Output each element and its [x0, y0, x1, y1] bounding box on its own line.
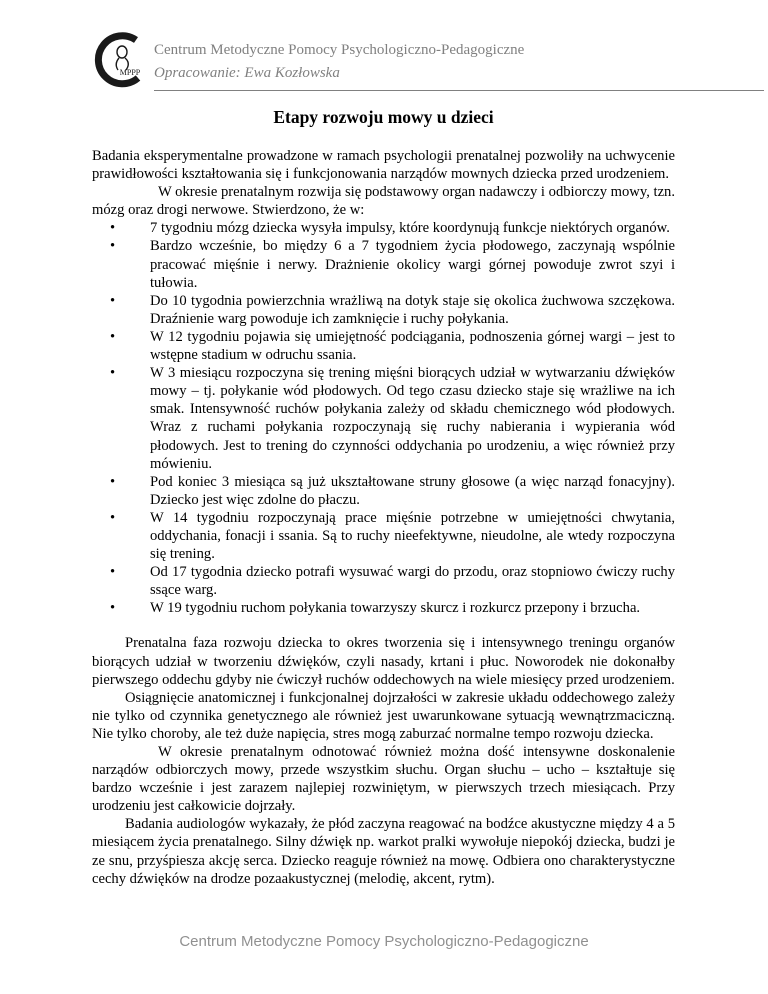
- page-footer: Centrum Metodyczne Pomocy Psychologiczno-Pedagogiczne: [179, 933, 589, 950]
- document-title: Etapy rozwoju mowy u dzieci: [273, 107, 494, 127]
- list-item: • Od 17 tygodnia dziecko potrafi wysuwać wargi do przodu, oraz stopniowo ćwiczy ruchy ssące warg.: [150, 563, 675, 599]
- body-paragraph: Prenatalna faza rozwoju dziecka to okres tworzenia się i intensywnego treningu organów biorących udział w tworzeniu dźwięków, czyli nasady, krtani i płuc. Noworodek nie dokonałby pierwszego oddechu gdyby nie ćwiczył ruchów oddechowych na wiele miesięcy przed urodzeniem.: [92, 635, 675, 688]
- body-paragraph: Osiągnięcie anatomicznej i funkcjonalnej dojrzałości w zakresie układu oddechowego zależy nie tylko od czynnika genetycznego ale również jest uwarunkowane sytuacją wewnątrzmaciczną. Nie tylko choroby, ale też duże napięcia, stres mogą zaburzać normalne tempo rozwoju dziecka.: [92, 689, 675, 742]
- intro-paragraph: Badania eksperymentalne prowadzone w ramach psychologii prenatalnej pozwoliły na uchwycenie prawidłowości kształtowania się i funkcjonowania narządów mownych dziecka przed urodzeniem.: [92, 148, 675, 183]
- list-item: • 7 tygodniu mózg dziecka wysyła impulsy, które koordynują funkcje niektórych organów.: [150, 219, 675, 237]
- body-paragraph: W okresie prenatalnym odnotować również można dość intensywne doskonalenie narządów odbiorczych mowy, przede wszystkim słuchu. Organ słuchu – ucho – kształtuje się bardzo wcześnie i jest zarazem najlepiej rozwiniętym, w pierwszych trzech miesiącach. Przy urodzeniu jest całkowicie dojrzały.: [92, 744, 675, 815]
- list-item: • W 12 tygodniu pojawia się umiejętność podciągania, podnoszenia górnej wargi – jest to wstępne stadium w odruchu ssania.: [150, 328, 675, 364]
- page-header: [92, 32, 678, 92]
- list-item: • Bardzo wcześnie, bo między 6 a 7 tygodniem życia płodowego, zaczynają wspólnie pracować mięśnie i nerwy. Drażnienie okolicy wargi górnej powoduje zwrot szyi i tułowia.: [150, 237, 675, 291]
- paragraph-gap: [92, 617, 675, 634]
- body-paragraph: Badania audiologów wykazały, że płód zaczyna reagować na bodźce akustyczne między 4 a 5 miesiącem życia prenatalnego. Silny dźwięk np. warkot pralki wywołuje niepokój dziecka, budzi je ze snu, przyśpiesza akcję serca. Dziecko reaguje również na mowę. Odbiera ono charakterystyczne cechy dźwięków na drodze pozaakustycznej (melodię, akcent, rytm).: [92, 816, 675, 887]
- list-item: • W 14 tygodniu rozpoczynają prace mięśnie potrzebne w umiejętności chwytania, oddychania, fonacji i ssania. Są to ruchy nieefektywne, nieudolne, ale wtedy rozpoczyna się trening.: [150, 509, 675, 563]
- header-author: Opracowanie: Ewa Kozłowska: [154, 65, 340, 81]
- mppp-logo-icon: [92, 32, 150, 88]
- development-list: [92, 219, 675, 617]
- list-item: • W 3 miesiącu rozpoczyna się trening mięśni biorących udział w wytwarzaniu dźwięków mowy – tj. połykanie wód płodowych. Od tego czasu dziecko staje się wrażliwe na ich smak. Intensywność ruchów połykania zależy od składu chemicznego wód płodowych. Wraz z ruchami połykania rozpoczynają się ruchy nabierania i wypierania wód płodowych. Jest to trening do czynności oddychania po urodzeniu, a więc również przy mówieniu.: [150, 364, 675, 473]
- list-item: • W 19 tygodniu ruchom połykania towarzyszy skurcz i rozkurcz przepony i brzucha.: [150, 599, 675, 617]
- header-organization: Centrum Metodyczne Pomocy Psychologiczno-Pedagogiczne: [154, 42, 525, 58]
- header-divider: [154, 90, 764, 91]
- list-item: • Do 10 tygodnia powierzchnia wrażliwą na dotyk staje się okolica żuchwowa szczękowa. Draźnienie warg powoduje ich zamknięcie i ruchy połykania.: [150, 292, 675, 328]
- logo-text: MPPP: [119, 68, 141, 77]
- intro-paragraph: W okresie prenatalnym rozwija się podstawowy organ nadawczy i odbiorczy mowy, tzn. mózg oraz drogi nerwowe. Stwierdzono, że w:: [92, 184, 675, 219]
- document-body: [92, 106, 675, 888]
- list-item: • Pod koniec 3 miesiąca są już ukształtowane struny głosowe (a więc narząd fonacyjny). Dziecko jest więc zdolne do płaczu.: [150, 473, 675, 509]
